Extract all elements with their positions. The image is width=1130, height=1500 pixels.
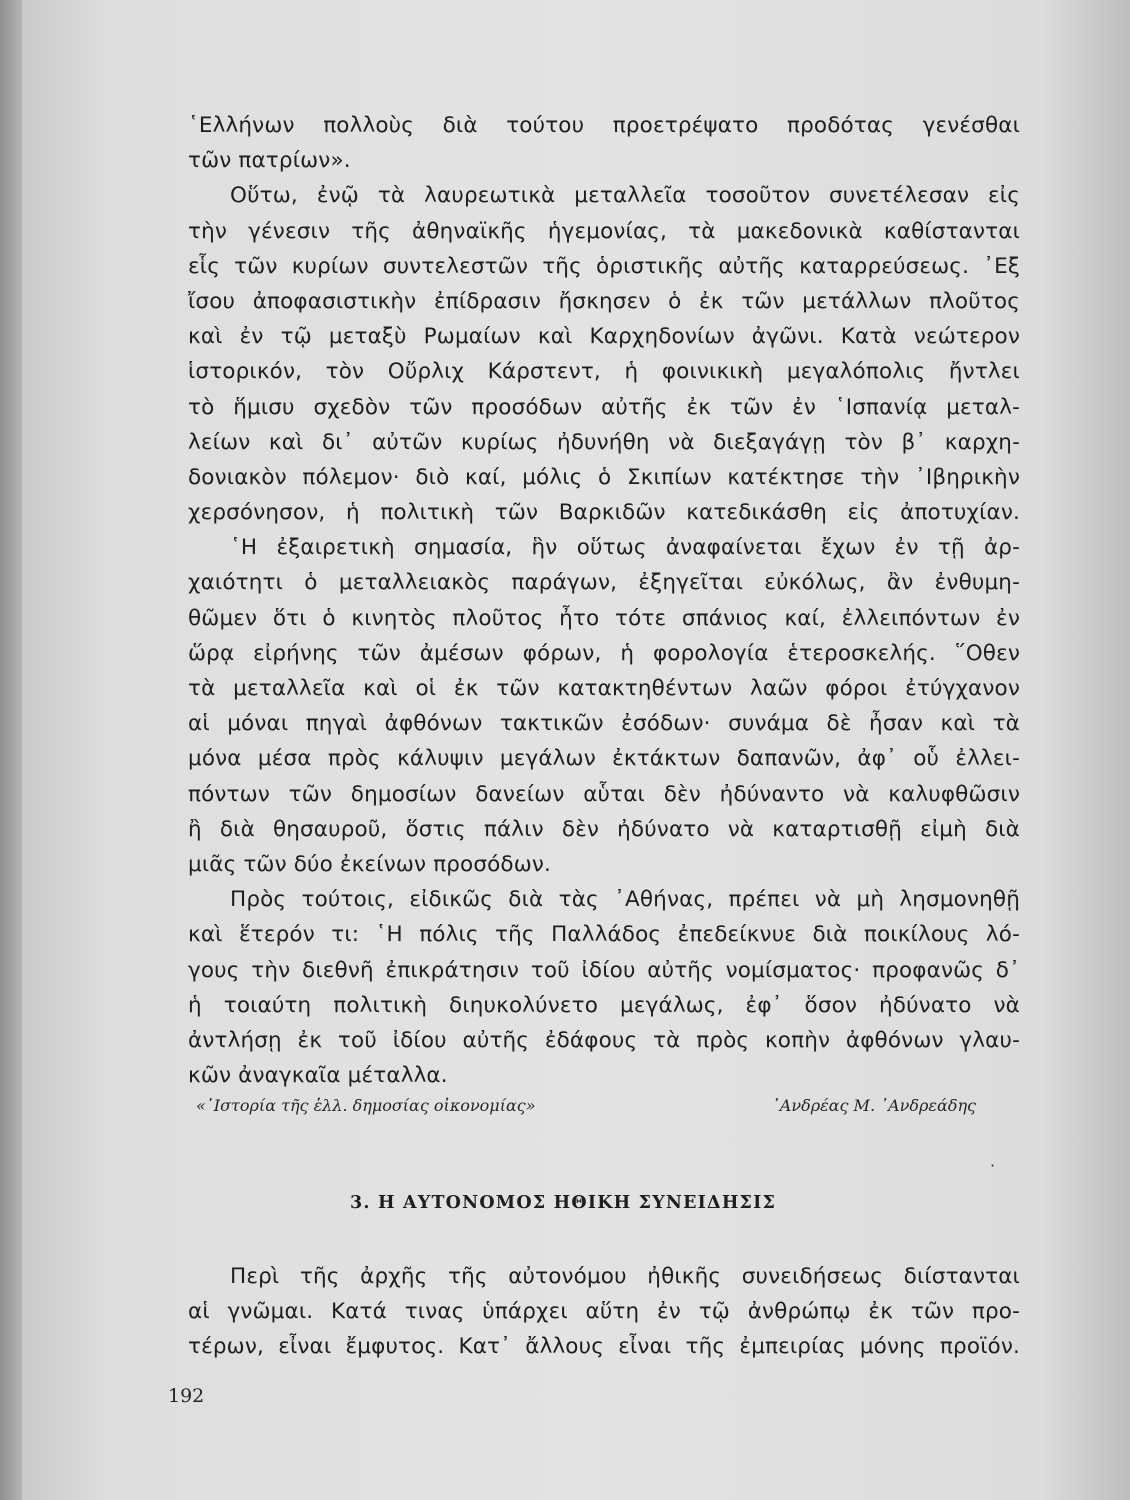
text-line: τὰ μεταλλεῖα καὶ οἱ ἐκ τῶν κατακτηθέντων λαῶν φόροι ἐτύγχανον: [188, 676, 1020, 701]
book-spine-shadow: [0, 0, 22, 1500]
text-line: Πρὸς τούτοις, εἰδικῶς διὰ τὰς ᾿Αθήνας, πρέπει νὰ μὴ λησμονηθῇ: [230, 887, 1020, 913]
text-line: αἱ γνῶμαι. Κατά τινας ὑπάρχει αὕτη ἐν τῷ ἀνθρώπῳ ἐκ τῶν προ-: [188, 1299, 1020, 1325]
text-line: ἱστορικόν, τὸν Οὔρλιχ Κάρστεντ, ἡ φοινικικὴ μεγαλόπολις ἤντλει: [188, 359, 1020, 385]
text-line: πόντων τῶν δημοσίων δανείων αὗται δὲν ἠδύναντο νὰ καλυφθῶσιν: [188, 781, 1020, 807]
text-line: ἢ διὰ θησαυροῦ, ὅστις πάλιν δὲν ἠδύνατο νὰ καταρτισθῇ εἰμὴ διὰ: [188, 816, 1020, 842]
page-number: 192: [168, 1385, 205, 1407]
text-line: θῶμεν ὅτι ὁ κινητὸς πλοῦτος ἦτο τότε σπάνιος καί, ἐλλειπόντων ἐν: [188, 605, 1020, 631]
text-line: λείων καὶ δι᾿ αὐτῶν κυρίως ἠδυνήθη νὰ διεξαγάγῃ τὸν β᾿ καρχη-: [188, 429, 1020, 455]
text-line: τὴν γένεσιν τῆς ἀθηναϊκῆς ἡγεμονίας, τὰ μακεδονικὰ καθίστανται: [188, 218, 1020, 244]
main-text: [188, 108, 1020, 1093]
text-line: μόνα μέσα πρὸς κάλυψιν μεγάλων ἐκτάκτων δαπανῶν, ἀφ᾿ οὗ ἐλλει-: [188, 746, 1020, 772]
text-line: ἡ τοιαύτη πολιτικὴ διηυκολύνετο μεγάλως, ἐφ᾿ ὅσον ἠδύνατο νὰ: [188, 992, 1020, 1018]
text-line: τέρων, εἶναι ἔμφυτος. Κατ᾿ ἄλλους εἶναι τῆς ἐμπειρίας μόνης προϊόν.: [188, 1334, 1020, 1360]
text-line: χερσόνησον, ἡ πολιτικὴ τῶν Βαρκιδῶν κατεδικάσθη εἰς ἀποτυχίαν.: [188, 500, 1020, 526]
text-line: ἴσου ἀποφασιστικὴν ἐπίδρασιν ἤσκησεν ὁ ἐκ τῶν μετάλλων πλοῦτος: [188, 288, 1020, 314]
text-line: γους τὴν διεθνῆ ἐπικράτησιν τοῦ ἰδίου αὐτῆς νομίσματος· προφανῶς δ᾿: [188, 957, 1020, 983]
margin-mark: ·: [990, 1156, 996, 1175]
section-heading: 3. Η ΑΥΤΟΝΟΜΟΣ ΗΘΙΚΗ ΣΥΝΕΙΔΗΣΙΣ: [350, 1193, 777, 1213]
source-work-title: «῾Ιστορία τῆς ἑλλ. δημοσίας οἰκονομίας»: [196, 1096, 536, 1115]
text-line: δονιακὸν πόλεμον· διὸ καί, μόλις ὁ Σκιπίων κατέκτησε τὴν ᾿Ιβηρικὴν: [188, 464, 1020, 490]
text-line: ὥρᾳ εἰρήνης τῶν ἀμέσων φόρων, ἡ φορολογία ἑτεροσκελής. ῞Οθεν: [188, 640, 1020, 666]
text-line: Περὶ τῆς ἀρχῆς τῆς αὐτονόμου ἠθικῆς συνειδήσεως διίστανται: [230, 1264, 1020, 1289]
text-line: κῶν ἀναγκαῖα μέταλλα.: [188, 1063, 448, 1089]
text-line: τὸ ἥμισυ σχεδὸν τῶν προσόδων αὐτῆς ἐκ τῶν ἐν ῾Ισπανίᾳ μεταλ-: [188, 394, 1020, 420]
section-text: [188, 1259, 1020, 1365]
text-line: ῾Ελλήνων πολλοὺς διὰ τούτου προετρέψατο προδότας γενέσθαι: [188, 113, 1020, 138]
text-line: Οὕτω, ἐνῷ τὰ λαυρεωτικὰ μεταλλεῖα τοσοῦτον συνετέλεσαν εἰς: [230, 183, 1020, 209]
text-line: εἷς τῶν κυρίων συντελεστῶν τῆς ὁριστικῆς αὐτῆς καταρρεύσεως. ᾿Εξ: [188, 253, 1020, 279]
text-line: καὶ ἐν τῷ μεταξὺ Ρωμαίων καὶ Καρχηδονίων ἀγῶνι. Κατὰ νεώτερον: [188, 324, 1020, 350]
text-line: καὶ ἕτερόν τι: ῾Η πόλις τῆς Παλλάδος ἐπεδείκνυε διὰ ποικίλους λό-: [188, 922, 1020, 948]
text-line: μιᾶς τῶν δύο ἐκείνων προσόδων.: [188, 851, 552, 877]
text-line: ῾Η ἐξαιρετικὴ σημασία, ἣν οὕτως ἀναφαίνεται ἔχων ἐν τῇ ἀρ-: [230, 535, 1020, 561]
source-author: ᾿Ανδρέας Μ. ᾿Ανδρεάδης: [771, 1096, 976, 1115]
text-line: ἀντλήσῃ ἐκ τοῦ ἰδίου αὐτῆς ἐδάφους τὰ πρὸς κοπὴν ἀφθόνων γλαυ-: [188, 1027, 1020, 1053]
text-line: χαιότητι ὁ μεταλλειακὸς παράγων, ἐξηγεῖται εὐκόλως, ἂν ἐνθυμη-: [188, 570, 1020, 596]
text-line: τῶν πατρίων».: [188, 148, 351, 174]
text-line: αἱ μόναι πηγαὶ ἀφθόνων τακτικῶν ἐσόδων· συνάμα δὲ ἦσαν καὶ τὰ: [188, 711, 1020, 737]
